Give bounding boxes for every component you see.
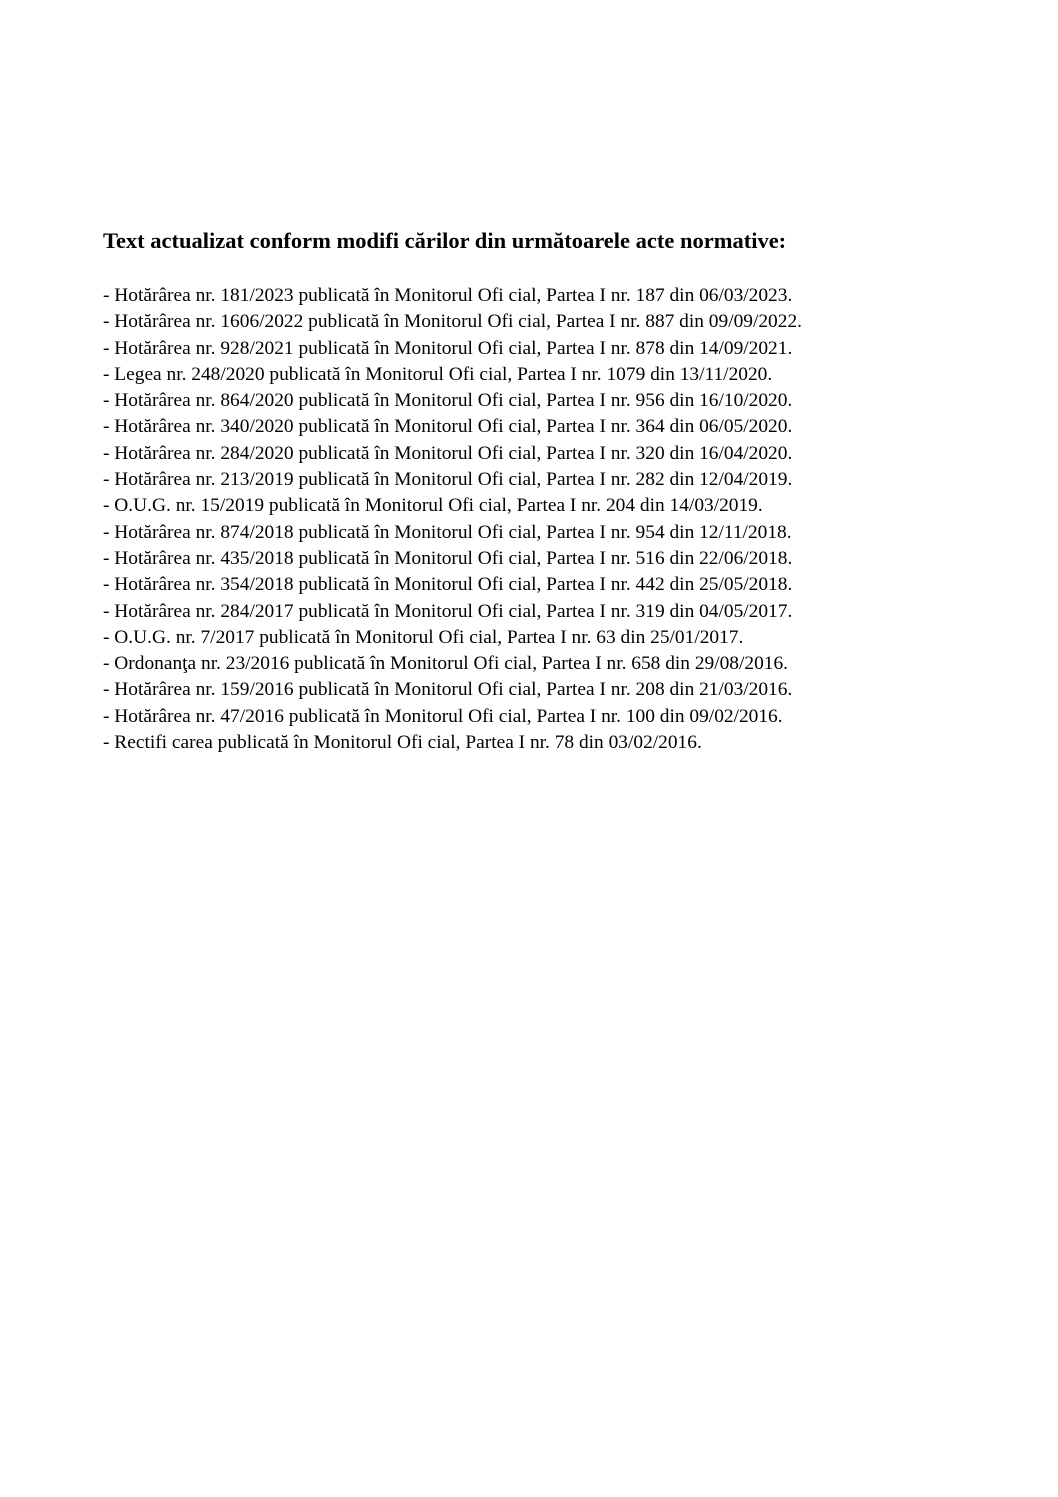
- list-item: - Hotărârea nr. 159/2016 publicată în Monitorul Ofi cial, Partea I nr. 208 din 21/03/2016.: [103, 679, 793, 701]
- list-item: - Hotărârea nr. 284/2017 publicată în Monitorul Ofi cial, Partea I nr. 319 din 04/05/2017.: [103, 600, 793, 622]
- list-item: - Hotărârea nr. 864/2020 publicată în Monitorul Ofi cial, Partea I nr. 956 din 16/10/2020.: [103, 390, 793, 412]
- list-item: - Legea nr. 248/2020 publicată în Monitorul Ofi cial, Partea I nr. 1079 din 13/11/2020.: [103, 363, 773, 385]
- list-item: - Hotărârea nr. 354/2018 publicată în Monitorul Ofi cial, Partea I nr. 442 din 25/05/2018.: [103, 574, 793, 596]
- list-item: - Hotărârea nr. 928/2021 publicată în Monitorul Ofi cial, Partea I nr. 878 din 14/09/2021.: [103, 337, 793, 359]
- list-item: - Hotărârea nr. 435/2018 publicată în Monitorul Ofi cial, Partea I nr. 516 din 22/06/2018.: [103, 547, 793, 569]
- list-item: - Hotărârea nr. 47/2016 publicată în Monitorul Ofi cial, Partea I nr. 100 din 09/02/2016.: [103, 705, 783, 727]
- list-item: - Hotărârea nr. 181/2023 publicată în Monitorul Ofi cial, Partea I nr. 187 din 06/03/2023.: [103, 285, 793, 306]
- list-item: - Rectifi carea publicată în Monitorul Ofi cial, Partea I nr. 78 din 03/02/2016.: [103, 732, 702, 754]
- amending-acts-list: [103, 283, 802, 756]
- page-title: Text actualizat conform modifi cărilor din următoarele acte normative:: [103, 228, 787, 253]
- list-item: - Hotărârea nr. 340/2020 publicată în Monitorul Ofi cial, Partea I nr. 364 din 06/05/2020.: [103, 416, 793, 438]
- list-item: - Hotărârea nr. 1606/2022 publicată în Monitorul Ofi cial, Partea I nr. 887 din 09/09/2022.: [103, 311, 802, 333]
- list-item: - Hotărârea nr. 213/2019 publicată în Monitorul Ofi cial, Partea I nr. 282 din 12/04/2019.: [103, 469, 793, 491]
- list-item: - O.U.G. nr. 15/2019 publicată în Monitorul Ofi cial, Partea I nr. 204 din 14/03/2019.: [103, 495, 763, 517]
- list-item: - O.U.G. nr. 7/2017 publicată în Monitorul Ofi cial, Partea I nr. 63 din 25/01/2017.: [103, 626, 744, 648]
- list-item: - Ordonanţa nr. 23/2016 publicată în Monitorul Ofi cial, Partea I nr. 658 din 29/08/2016.: [103, 653, 789, 675]
- list-item: - Hotărârea nr. 284/2020 publicată în Monitorul Ofi cial, Partea I nr. 320 din 16/04/2020.: [103, 442, 793, 464]
- list-item: - Hotărârea nr. 874/2018 publicată în Monitorul Ofi cial, Partea I nr. 954 din 12/11/2018.: [103, 521, 792, 543]
